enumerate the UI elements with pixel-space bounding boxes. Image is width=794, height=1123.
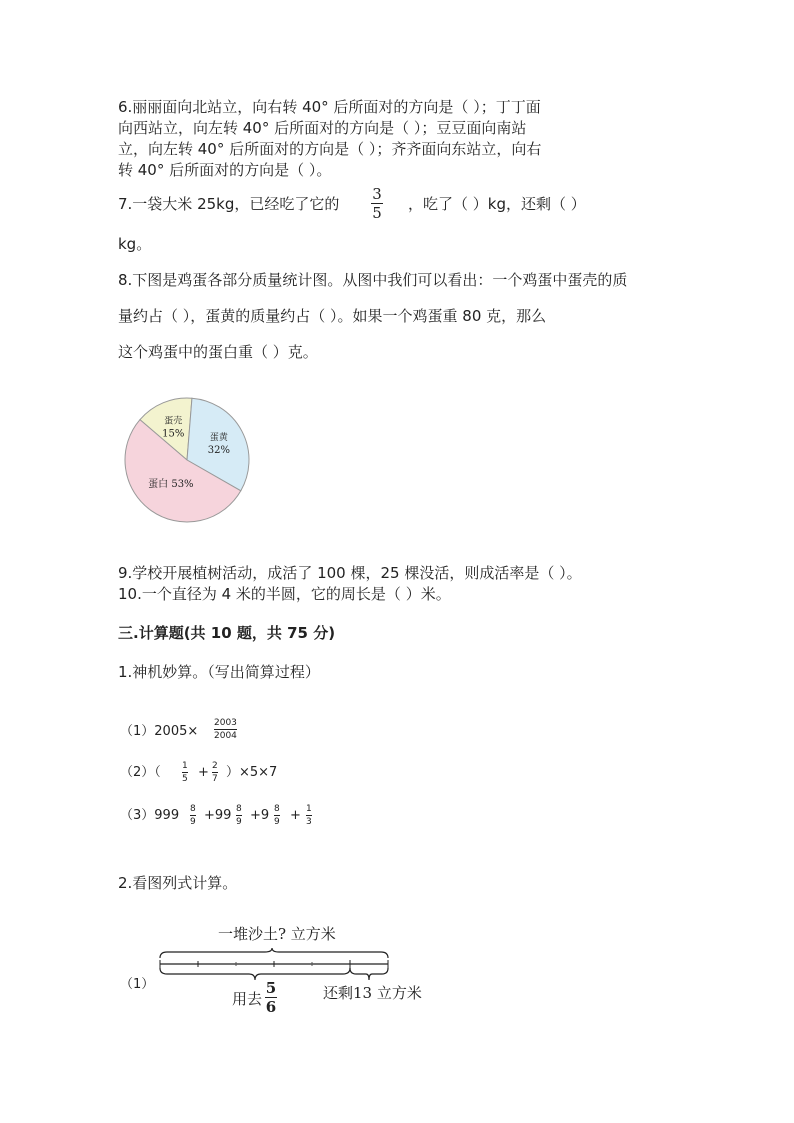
q7-line2: kg。 (118, 235, 152, 253)
calc1-p3-fraction1 (190, 804, 196, 827)
pie-value-2: 32% (207, 445, 230, 457)
calc1-p2-f2-denominator: 7 (212, 774, 218, 784)
calc1-title: 1.神机妙算。（写出简算过程） (118, 663, 320, 681)
q7-prefix: 7.一袋大米 25kg，已经吃了它的 (118, 195, 340, 213)
calc1-p3-f1-numerator: 8 (190, 804, 196, 814)
calc1-p3-b: +99 (204, 808, 232, 823)
calc1-p3-a: （3）999 (120, 808, 180, 823)
calc1-p2-f1-numerator: 1 (182, 761, 188, 771)
q6-line2: 向西站立，向左转 40° 后所面对的方向是（ ）；豆豆面向南站 (118, 119, 527, 137)
calc2-top-text: 一堆沙土? 立方米 (218, 925, 336, 943)
section-heading: 三.计算题(共 10 题，共 75 分) (118, 624, 336, 642)
q7-fraction-denominator: 5 (372, 204, 382, 222)
q7-suffix: ，吃了（ ）kg，还剩（ ） (408, 195, 586, 213)
q7-fraction-numerator: 3 (372, 185, 382, 203)
used-brace (160, 968, 350, 980)
q8-line1: 8.下图是鸡蛋各部分质量统计图。从图中我们可以看出：一个鸡蛋中蛋壳的质 (118, 271, 628, 289)
calc1-p2-f2-numerator: 2 (212, 761, 218, 771)
calc1-p1-fraction (214, 718, 237, 741)
calc1-p3-f4-numerator: 1 (306, 804, 312, 814)
q6-line1: 6.丽丽面向北站立，向右转 40° 后所面对的方向是（ ）；丁丁面 (118, 98, 541, 116)
calc1-p2-f1-denominator: 5 (182, 774, 188, 784)
pie-value-3: 蛋白 53% (148, 478, 194, 490)
q7-fraction (371, 186, 383, 221)
pie-value-1: 15% (162, 428, 185, 440)
calc1-p3-f2-denominator: 9 (236, 817, 242, 827)
q10-text: 10.一个直径为 4 米的半圆，它的周长是（ ）米。 (118, 585, 451, 603)
calc1-p3-f3-numerator: 8 (274, 804, 280, 814)
calc1-p2-open: （2）（ (120, 765, 161, 780)
calc1-p2-plus: + (198, 765, 209, 780)
calc1-p2-close: ）×5×7 (226, 765, 278, 780)
q6-line3: 立，向左转 40° 后所面对的方向是（ ）；齐齐面向东站立，向右 (118, 140, 542, 158)
calc2-title: 2.看图列式计算。 (118, 874, 238, 892)
calc1-p1-prefix: （1）2005× (120, 724, 199, 739)
calc1-p2-fraction2 (212, 761, 218, 784)
calc1-p3-fraction3 (274, 804, 280, 827)
q6-line4: 转 40° 后所面对的方向是（ ）。 (118, 161, 332, 179)
calc2-label: （1） (120, 977, 155, 992)
remain-brace (350, 968, 388, 980)
pie-label-1: 蛋壳 (164, 416, 183, 427)
calc2-used-text: 用去 (232, 990, 263, 1008)
calc1-p3-f3-denominator: 9 (274, 817, 280, 827)
calc2-remain-text: 还剩13 立方米 (323, 984, 422, 1002)
calc2-used-fraction (265, 980, 277, 1015)
pie-label-2: 蛋黄 (209, 433, 228, 444)
calc1-p1-denominator: 2004 (214, 731, 237, 741)
calc1-p3-f2-numerator: 8 (236, 804, 242, 814)
calc2-used-numerator: 5 (265, 979, 277, 997)
q8-line3: 这个鸡蛋中的蛋白重（ ）克。 (118, 343, 318, 361)
calc2-used-denominator: 6 (265, 998, 277, 1016)
calc1-p2-fraction1 (182, 761, 188, 784)
q8-line2: 量约占（ ），蛋黄的质量约占（ ）。如果一个鸡蛋重 80 克，那么 (118, 307, 547, 325)
calc1-p3-fraction4 (306, 804, 312, 827)
calc1-p3-d: + (290, 808, 301, 823)
calc1-p1-numerator: 2003 (214, 718, 237, 728)
q9-text: 9.学校开展植树活动，成活了 100 棵，25 棵没活，则成活率是（ ）。 (118, 564, 582, 582)
egg-pie-chart (117, 390, 257, 530)
calc1-p3-f4-denominator: 3 (306, 817, 312, 827)
calc1-p3-c: +9 (250, 808, 270, 823)
calc1-p3-f1-denominator: 9 (190, 817, 196, 827)
calc1-p3-fraction2 (236, 804, 242, 827)
top-brace (160, 948, 388, 958)
